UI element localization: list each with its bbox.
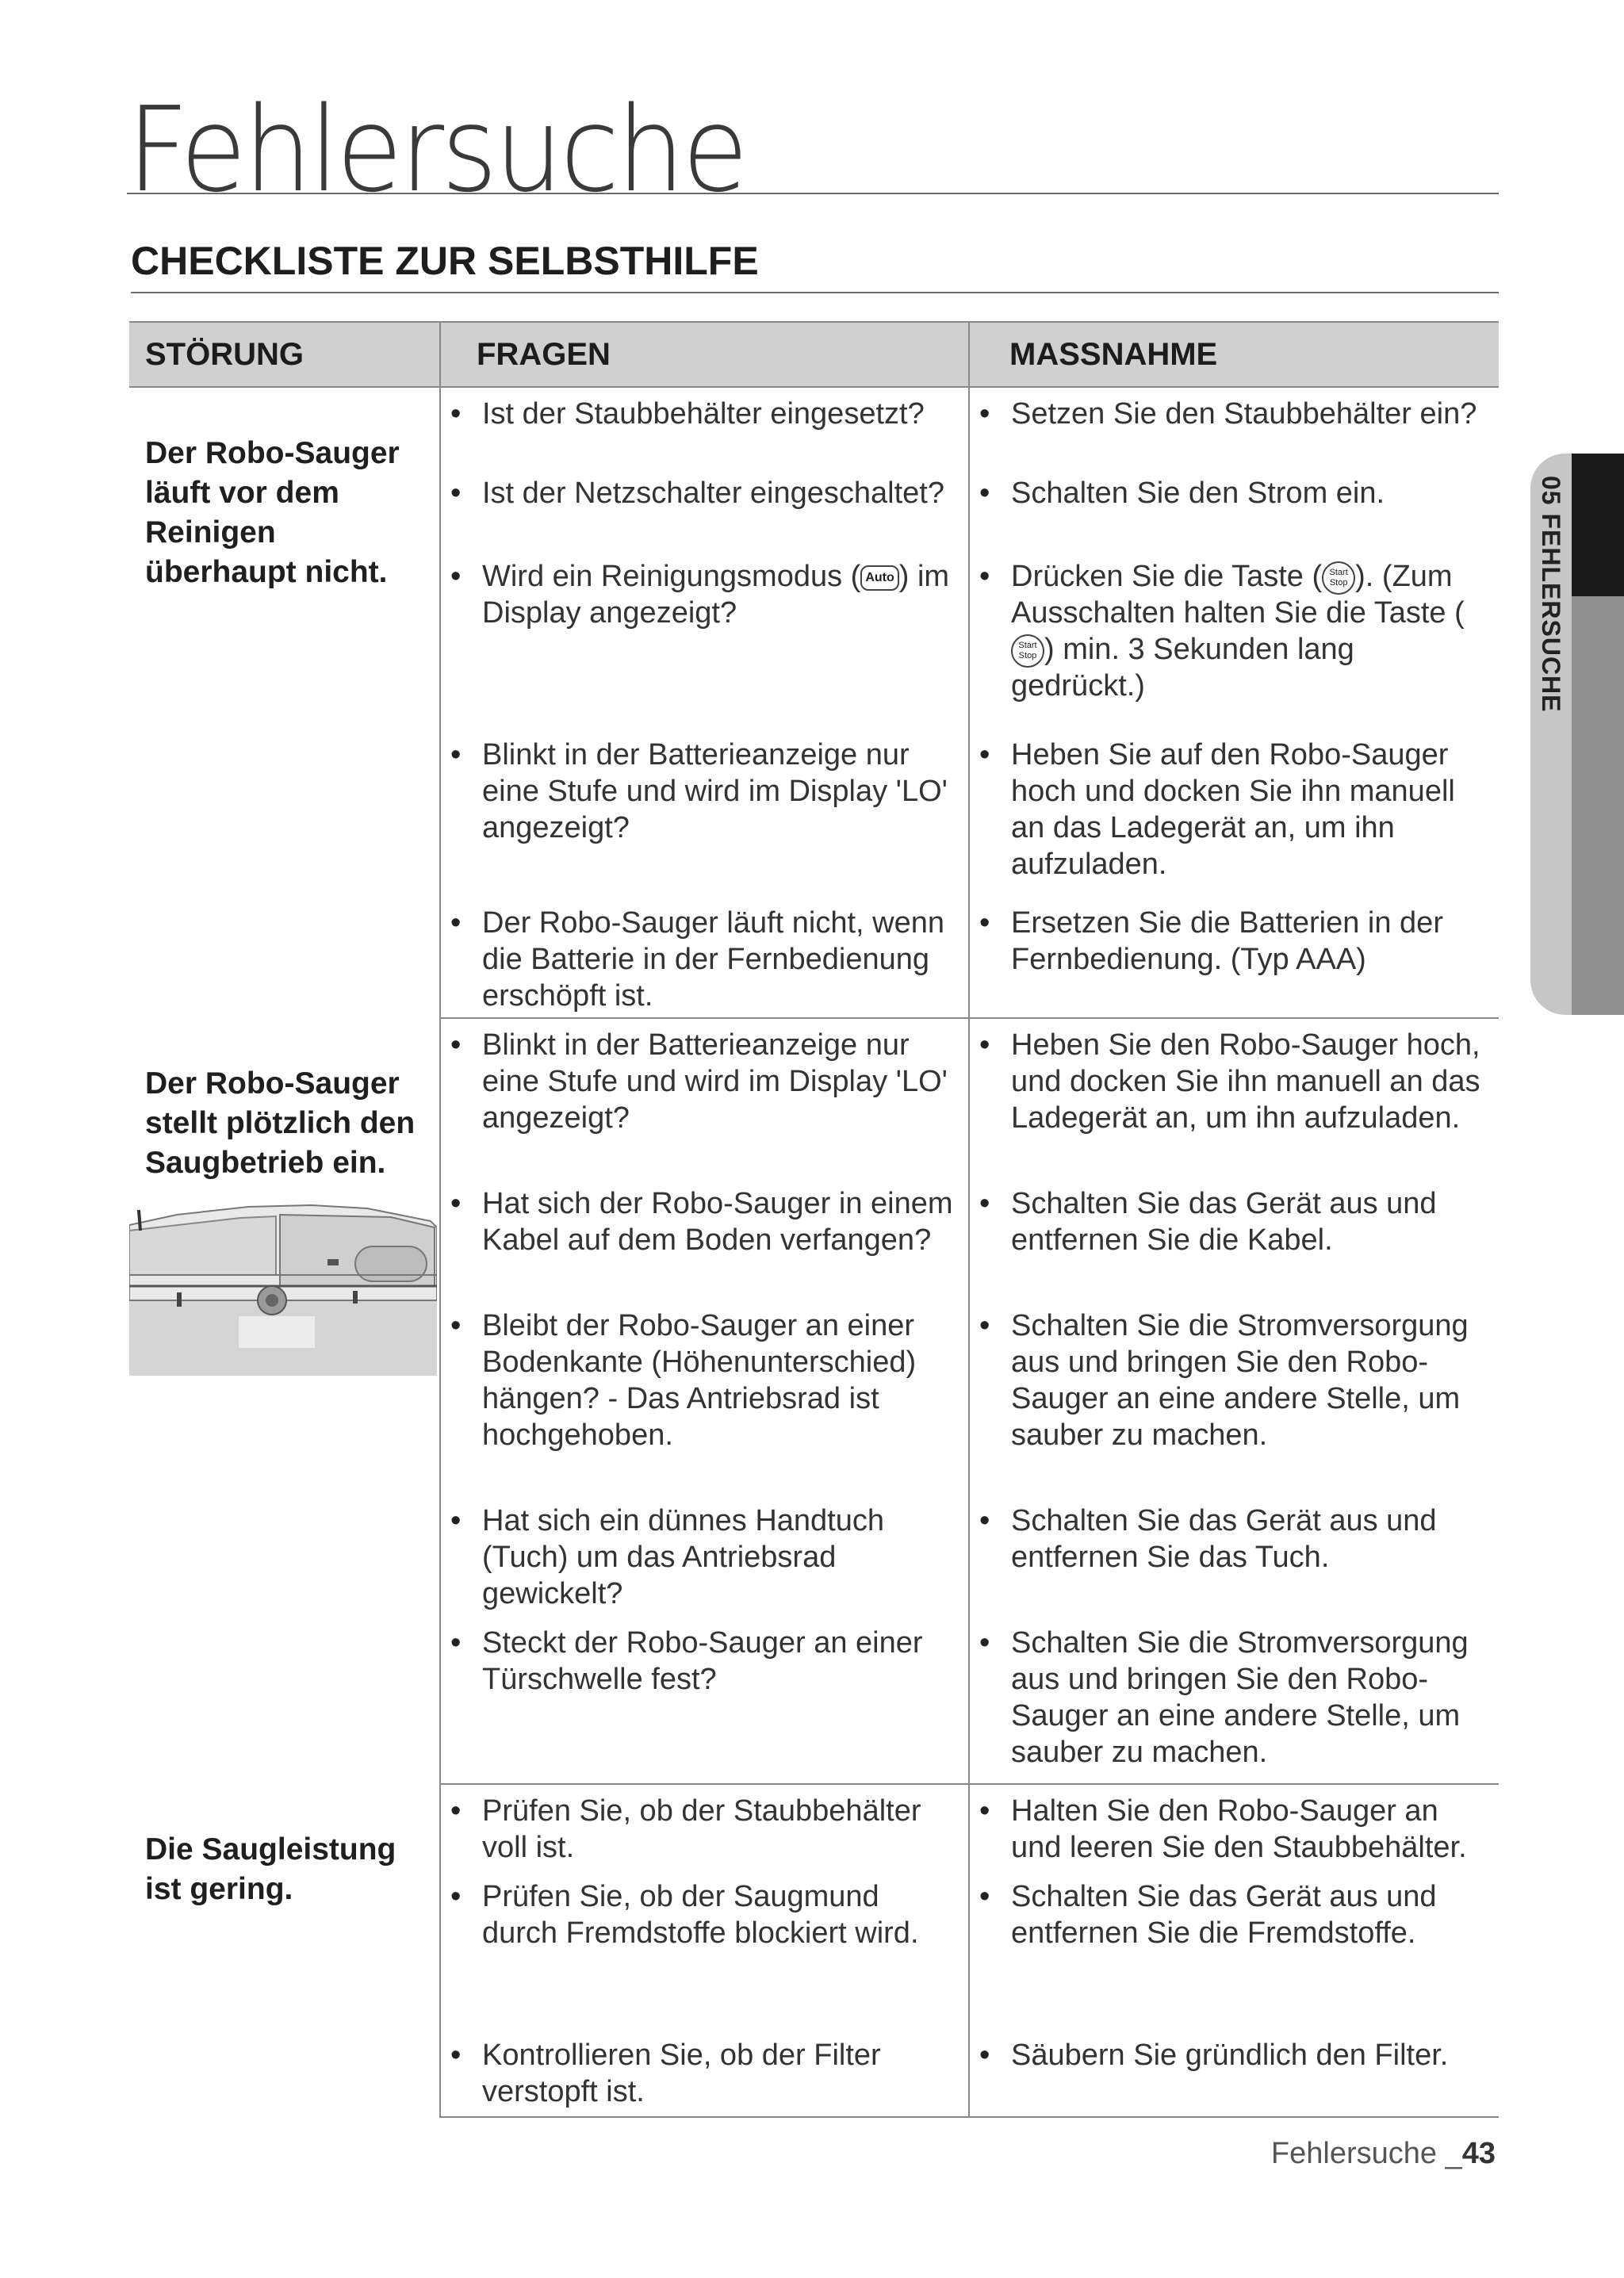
action-item: • Ersetzen Sie die Batterien in der Fernbedienung. (Typ AAA) [970,905,1499,978]
header-stoerung: STÖRUNG [129,322,440,387]
start-stop-button-icon: Start Stop [1322,561,1355,595]
issue-cell: Der Robo-Sauger stellt plötzlich den Saugbetrieb ein. [129,1018,440,1784]
action-item: • Halten Sie den Robo-Sauger an und leeren Sie den Staubbehälter. [970,1793,1499,1866]
action-item: • Drücken Sie die Taste ( Start Stop ). (Zum Ausschalten halten Sie die Taste (Start Stop ) min. 3 Sekunden lang gedrückt.) [970,558,1499,704]
question-item: • Prüfen Sie, ob der Staubbehälter voll ist. [441,1793,968,1866]
chapter-tab-label: 05 FEHLERSUCHE [1537,476,1565,713]
question-item: • Ist der Netzschalter eingeschaltet? [441,475,968,511]
page-number: 43 [1461,2137,1496,2170]
question-item: • Prüfen Sie, ob der Saugmund durch Fremdstoffe blockiert wird. [441,1878,968,1951]
action-item: • Schalten Sie den Strom ein. [970,475,1499,511]
action-item: • Setzen Sie den Staubbehälter ein? [970,396,1499,432]
action-item: • Schalten Sie die Stromversorgung aus und bringen Sie den Robo-Sauger an eine andere Stelle, um sauber zu machen. [970,1625,1499,1771]
question-item: • Steckt der Robo-Sauger an einer Türschwelle fest? [441,1625,968,1698]
chapter-tab-body [1572,596,1624,1015]
issue-cell: Der Robo-Sauger läuft vor dem Reinigen überhaupt nicht. [129,387,440,1018]
question-item: • Hat sich der Robo-Sauger in einem Kabel auf dem Boden verfangen? [441,1185,968,1258]
question-item: • Ist der Staubbehälter eingesetzt? [441,396,968,432]
action-item: • Säubern Sie gründlich den Filter. [970,2037,1499,2073]
auto-mode-icon: Auto [860,565,898,591]
question-item: • Blinkt in der Batterieanzeige nur eine Stufe und wird im Display 'LO' angezeigt? [441,737,968,846]
action-item: • Heben Sie auf den Robo-Sauger hoch und docken Sie ihn manuell an das Ladegerät an, um ihn aufzuladen. [970,737,1499,882]
section-heading: CHECKLISTE ZUR SELBSTHILFE [131,238,1499,293]
action-item: • Schalten Sie das Gerät aus und entfernen Sie die Fremdstoffe. [970,1878,1499,1951]
header-massnahme: MASSNAHME [969,322,1499,387]
action-item: • Schalten Sie das Gerät aus und entfernen Sie die Kabel. [970,1185,1499,1258]
question-item: • Kontrollieren Sie, ob der Filter verstopft ist. [441,2037,968,2110]
question-item: • Bleibt der Robo-Sauger an einer Bodenkante (Höhenunterschied) hängen? - Das Antriebsrad ist hochgehoben. [441,1307,968,1453]
chapter-tab-active-marker [1572,454,1624,596]
page-title: Fehlersuche [127,91,1499,194]
start-stop-button-icon: Start Stop [1011,634,1044,668]
action-item: • Heben Sie den Robo-Sauger hoch, und docken Sie ihn manuell an das Ladegerät an, um ihn aufzuladen. [970,1027,1499,1136]
question-item: • Wird ein Reinigungsmodus ( Auto ) im Display angezeigt? [441,558,968,631]
question-item: • Hat sich ein dünnes Handtuch (Tuch) um das Antriebsrad gewickelt? [441,1503,968,1612]
robot-vacuum-illustration [129,1181,437,1376]
question-item: • Blinkt in der Batterieanzeige nur eine Stufe und wird im Display 'LO' angezeigt? [441,1027,968,1136]
action-item: • Schalten Sie das Gerät aus und entfernen Sie das Tuch. [970,1503,1499,1575]
header-fragen: FRAGEN [440,322,969,387]
action-item: • Schalten Sie die Stromversorgung aus und bringen Sie den Robo-Sauger an eine andere Stelle, um sauber zu machen. [970,1307,1499,1453]
page-footer: Fehlersuche _43 [1270,2137,1496,2170]
issue-cell: Die Saugleistung ist gering. [129,1784,440,2117]
question-item: • Der Robo-Sauger läuft nicht, wenn die Batterie in der Fernbedienung erschöpft ist. [441,905,968,1014]
